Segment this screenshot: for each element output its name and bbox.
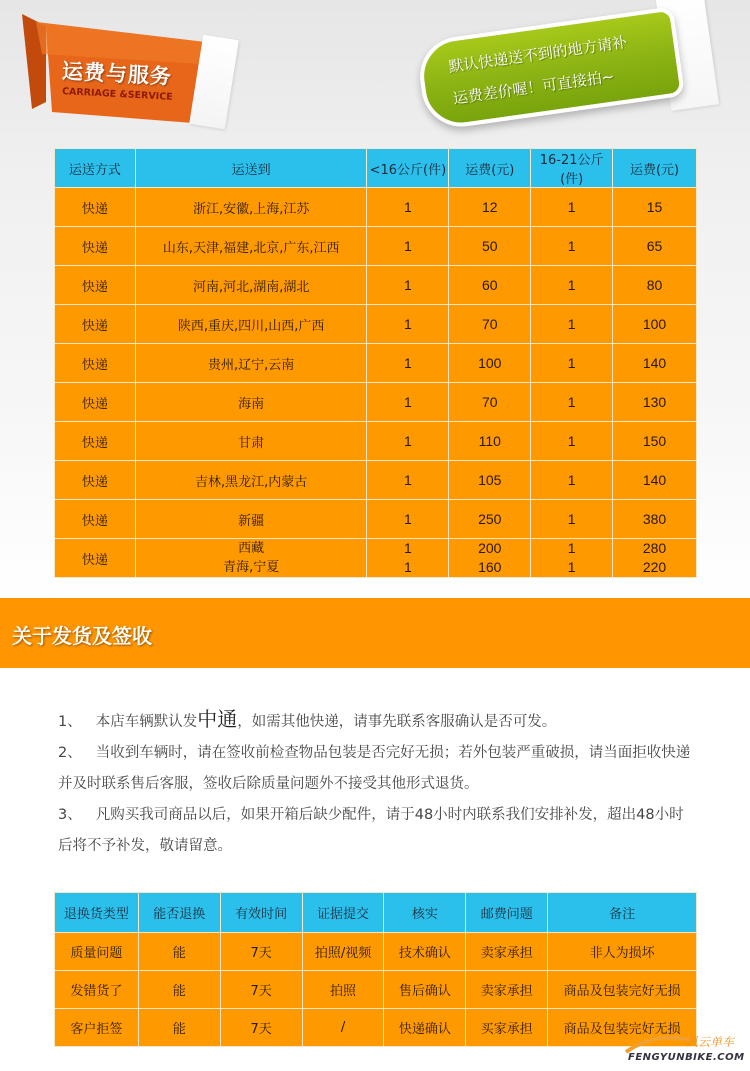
valid-period-cell: 7天: [220, 1009, 302, 1047]
qty2-cell: 1: [531, 500, 613, 539]
postage-cell: 买家承担: [466, 1009, 548, 1047]
fee1-a: 200: [478, 540, 502, 556]
fee1-cell: 105: [449, 461, 531, 500]
header-qty-under-16kg: <16公斤(件): [367, 149, 449, 188]
table-row: [55, 227, 697, 266]
callout-line-2: 运费差价喔！可直接拍~: [451, 67, 616, 108]
header-remarks: 备注: [548, 893, 697, 933]
fee1-cell: 12: [449, 188, 531, 227]
return-type-cell: 发错货了: [55, 971, 139, 1009]
section-title: 关于发货及签收: [12, 624, 152, 648]
returnable-cell: 能: [138, 1009, 220, 1047]
note-3: [58, 800, 698, 862]
method-cell: 快递: [55, 422, 136, 461]
qty2-cell: 1: [531, 227, 613, 266]
qty2-cell: 1: [531, 383, 613, 422]
postage-cell: 卖家承担: [466, 933, 548, 971]
fee2-cell: 150: [613, 422, 697, 461]
callout-line-1: 默认快递送不到的地方请补: [447, 33, 629, 76]
verification-cell: 技术确认: [384, 933, 466, 971]
fengyunbike-logo: [624, 1030, 750, 1070]
table-row: [55, 461, 697, 500]
fee2-cell: [613, 539, 697, 578]
shipping-fee-table: [54, 148, 697, 578]
logo-cn-text: 风云单车: [686, 1035, 735, 1049]
fee1-cell: 70: [449, 383, 531, 422]
fee1-cell: 110: [449, 422, 531, 461]
table-row: [55, 971, 697, 1009]
destination-cell: 河南,河北,湖南,湖北: [135, 266, 367, 305]
fee1-cell: 50: [449, 227, 531, 266]
fee2-cell: 15: [613, 188, 697, 227]
qty1-b: 1: [403, 559, 412, 575]
fee1-cell: 250: [449, 500, 531, 539]
qty1-cell: 1: [367, 344, 449, 383]
return-type-cell: 客户拒签: [55, 1009, 139, 1047]
qty1-cell: 1: [367, 188, 449, 227]
header-fee-1: 运费(元): [449, 149, 531, 188]
table-row: [55, 305, 697, 344]
fee2-cell: 130: [613, 383, 697, 422]
qty1-cell: 1: [367, 383, 449, 422]
method-cell: 快递: [55, 539, 136, 578]
header-postage: 邮费问题: [466, 893, 548, 933]
remarks-cell: 非人为损坏: [548, 933, 697, 971]
header-valid-period: 有效时间: [220, 893, 302, 933]
table-row: [55, 344, 697, 383]
qty1-cell: 1: [367, 227, 449, 266]
logo-swoosh-icon: [624, 1030, 694, 1054]
carriage-service-ribbon: [22, 14, 217, 114]
returnable-cell: 能: [138, 971, 220, 1009]
qty2-b: 1: [567, 559, 576, 575]
header-qty-16-21kg: 16-21公斤(件): [531, 149, 613, 188]
qty1-cell: 1: [367, 266, 449, 305]
header-fee-2: 运费(元): [613, 149, 697, 188]
qty1-cell: 1: [367, 422, 449, 461]
table-row: [55, 422, 697, 461]
table-row: [55, 266, 697, 305]
destination-cell: 吉林,黑龙江,内蒙古: [135, 461, 367, 500]
method-cell: 快递: [55, 344, 136, 383]
header-method: 运送方式: [55, 149, 136, 188]
table-row: [55, 383, 697, 422]
fee2-cell: 140: [613, 461, 697, 500]
header-return-type: 退换货类型: [55, 893, 139, 933]
note-text: ，如需其他快递，请事先联系客服确认是否可发。: [237, 714, 557, 730]
fee2-cell: 65: [613, 227, 697, 266]
qty2-cell: 1: [531, 422, 613, 461]
shipping-notes: [58, 704, 698, 862]
fee1-cell: 100: [449, 344, 531, 383]
fee2-cell: 140: [613, 344, 697, 383]
header-returnable: 能否退换: [138, 893, 220, 933]
method-cell: 快递: [55, 188, 136, 227]
method-cell: 快递: [55, 500, 136, 539]
qty1-cell: 1: [367, 461, 449, 500]
note-1: [58, 704, 698, 738]
destination-cell: 贵州,辽宁,云南: [135, 344, 367, 383]
table-header-row: [55, 893, 697, 933]
fee1-b: 160: [478, 559, 502, 575]
fee2-b: 220: [642, 559, 667, 575]
method-cell: 快递: [55, 227, 136, 266]
remarks-cell: 商品及包装完好无损: [548, 971, 697, 1009]
verification-cell: 售后确认: [384, 971, 466, 1009]
evidence-cell: 拍照: [302, 971, 384, 1009]
valid-period-cell: 7天: [220, 933, 302, 971]
destination-cell: 新疆: [135, 500, 367, 539]
destination-cell: 海南: [135, 383, 367, 422]
note-number: 1、: [58, 714, 82, 730]
method-cell: 快递: [55, 461, 136, 500]
note-text: 当收到车辆时，请在签收前检查物品包装是否完好无损；若外包装严重破损，请当面拒收快递并及时联系售后客服，签收后除质量问题外不接受其他形式退货。: [58, 745, 691, 792]
section-banner: [0, 598, 750, 668]
destination-cell: [135, 539, 367, 578]
postage-cell: 卖家承担: [466, 971, 548, 1009]
ribbon-title: 运费与服务: [61, 59, 173, 89]
table-row: [55, 1009, 697, 1047]
fee1-cell: [449, 539, 531, 578]
table-row: [55, 500, 697, 539]
qty1-cell: 1: [367, 305, 449, 344]
note-text: 凡购买我司商品以后，如果开箱后缺少配件，请于48小时内联系我们安排补发，超出48小时后将不予补发，敬请留意。: [58, 807, 684, 854]
header-evidence: 证据提交: [302, 893, 384, 933]
table-row-last: [55, 539, 697, 578]
ribbon-subtitle: CARRIAGE &SERVICE: [61, 86, 173, 103]
destination-cell: 山东,天津,福建,北京,广东,江西: [135, 227, 367, 266]
evidence-cell: 拍照/视频: [302, 933, 384, 971]
note-2: [58, 738, 698, 800]
fee2-a: 280: [642, 540, 667, 556]
table-header-row: [55, 149, 697, 188]
qty1-cell: 1: [367, 500, 449, 539]
returnable-cell: 能: [138, 933, 220, 971]
evidence-cell: /: [302, 1009, 384, 1047]
fee2-cell: 380: [613, 500, 697, 539]
destination-cell: 浙江,安徽,上海,江苏: [135, 188, 367, 227]
qty1-cell: [367, 539, 449, 578]
method-cell: 快递: [55, 383, 136, 422]
method-cell: 快递: [55, 305, 136, 344]
header-destination: 运送到: [135, 149, 367, 188]
table-row: [55, 188, 697, 227]
qty2-cell: 1: [531, 461, 613, 500]
qty2-cell: 1: [531, 305, 613, 344]
logo-en-text: FENGYUNBIKE.COM: [628, 1052, 745, 1063]
destination-cell: 陕西,重庆,四川,山西,广西: [135, 305, 367, 344]
note-number: 2、: [58, 745, 82, 761]
table-row: [55, 933, 697, 971]
note-number: 3、: [58, 807, 82, 823]
fee2-cell: 80: [613, 266, 697, 305]
note-text: 本店车辆默认发: [95, 714, 198, 730]
method-cell: 快递: [55, 266, 136, 305]
verification-cell: 快递确认: [384, 1009, 466, 1047]
header-verification: 核实: [384, 893, 466, 933]
qty2-cell: [531, 539, 613, 578]
destination-cell: 甘肃: [135, 422, 367, 461]
fee2-cell: 100: [613, 305, 697, 344]
fee1-cell: 70: [449, 305, 531, 344]
destination-qinghai-ningxia: 青海,宁夏: [223, 560, 280, 575]
qty2-a: 1: [567, 540, 576, 556]
note-emphasis: 中通: [197, 707, 238, 731]
fee1-cell: 60: [449, 266, 531, 305]
qty1-a: 1: [403, 540, 412, 556]
destination-tibet: 西藏: [238, 541, 265, 556]
return-type-cell: 质量问题: [55, 933, 139, 971]
valid-period-cell: 7天: [220, 971, 302, 1009]
remarks-cell: 商品及包装完好无损: [548, 1009, 697, 1047]
qty2-cell: 1: [531, 344, 613, 383]
qty2-cell: 1: [531, 188, 613, 227]
returns-table: [54, 892, 697, 1047]
qty2-cell: 1: [531, 266, 613, 305]
